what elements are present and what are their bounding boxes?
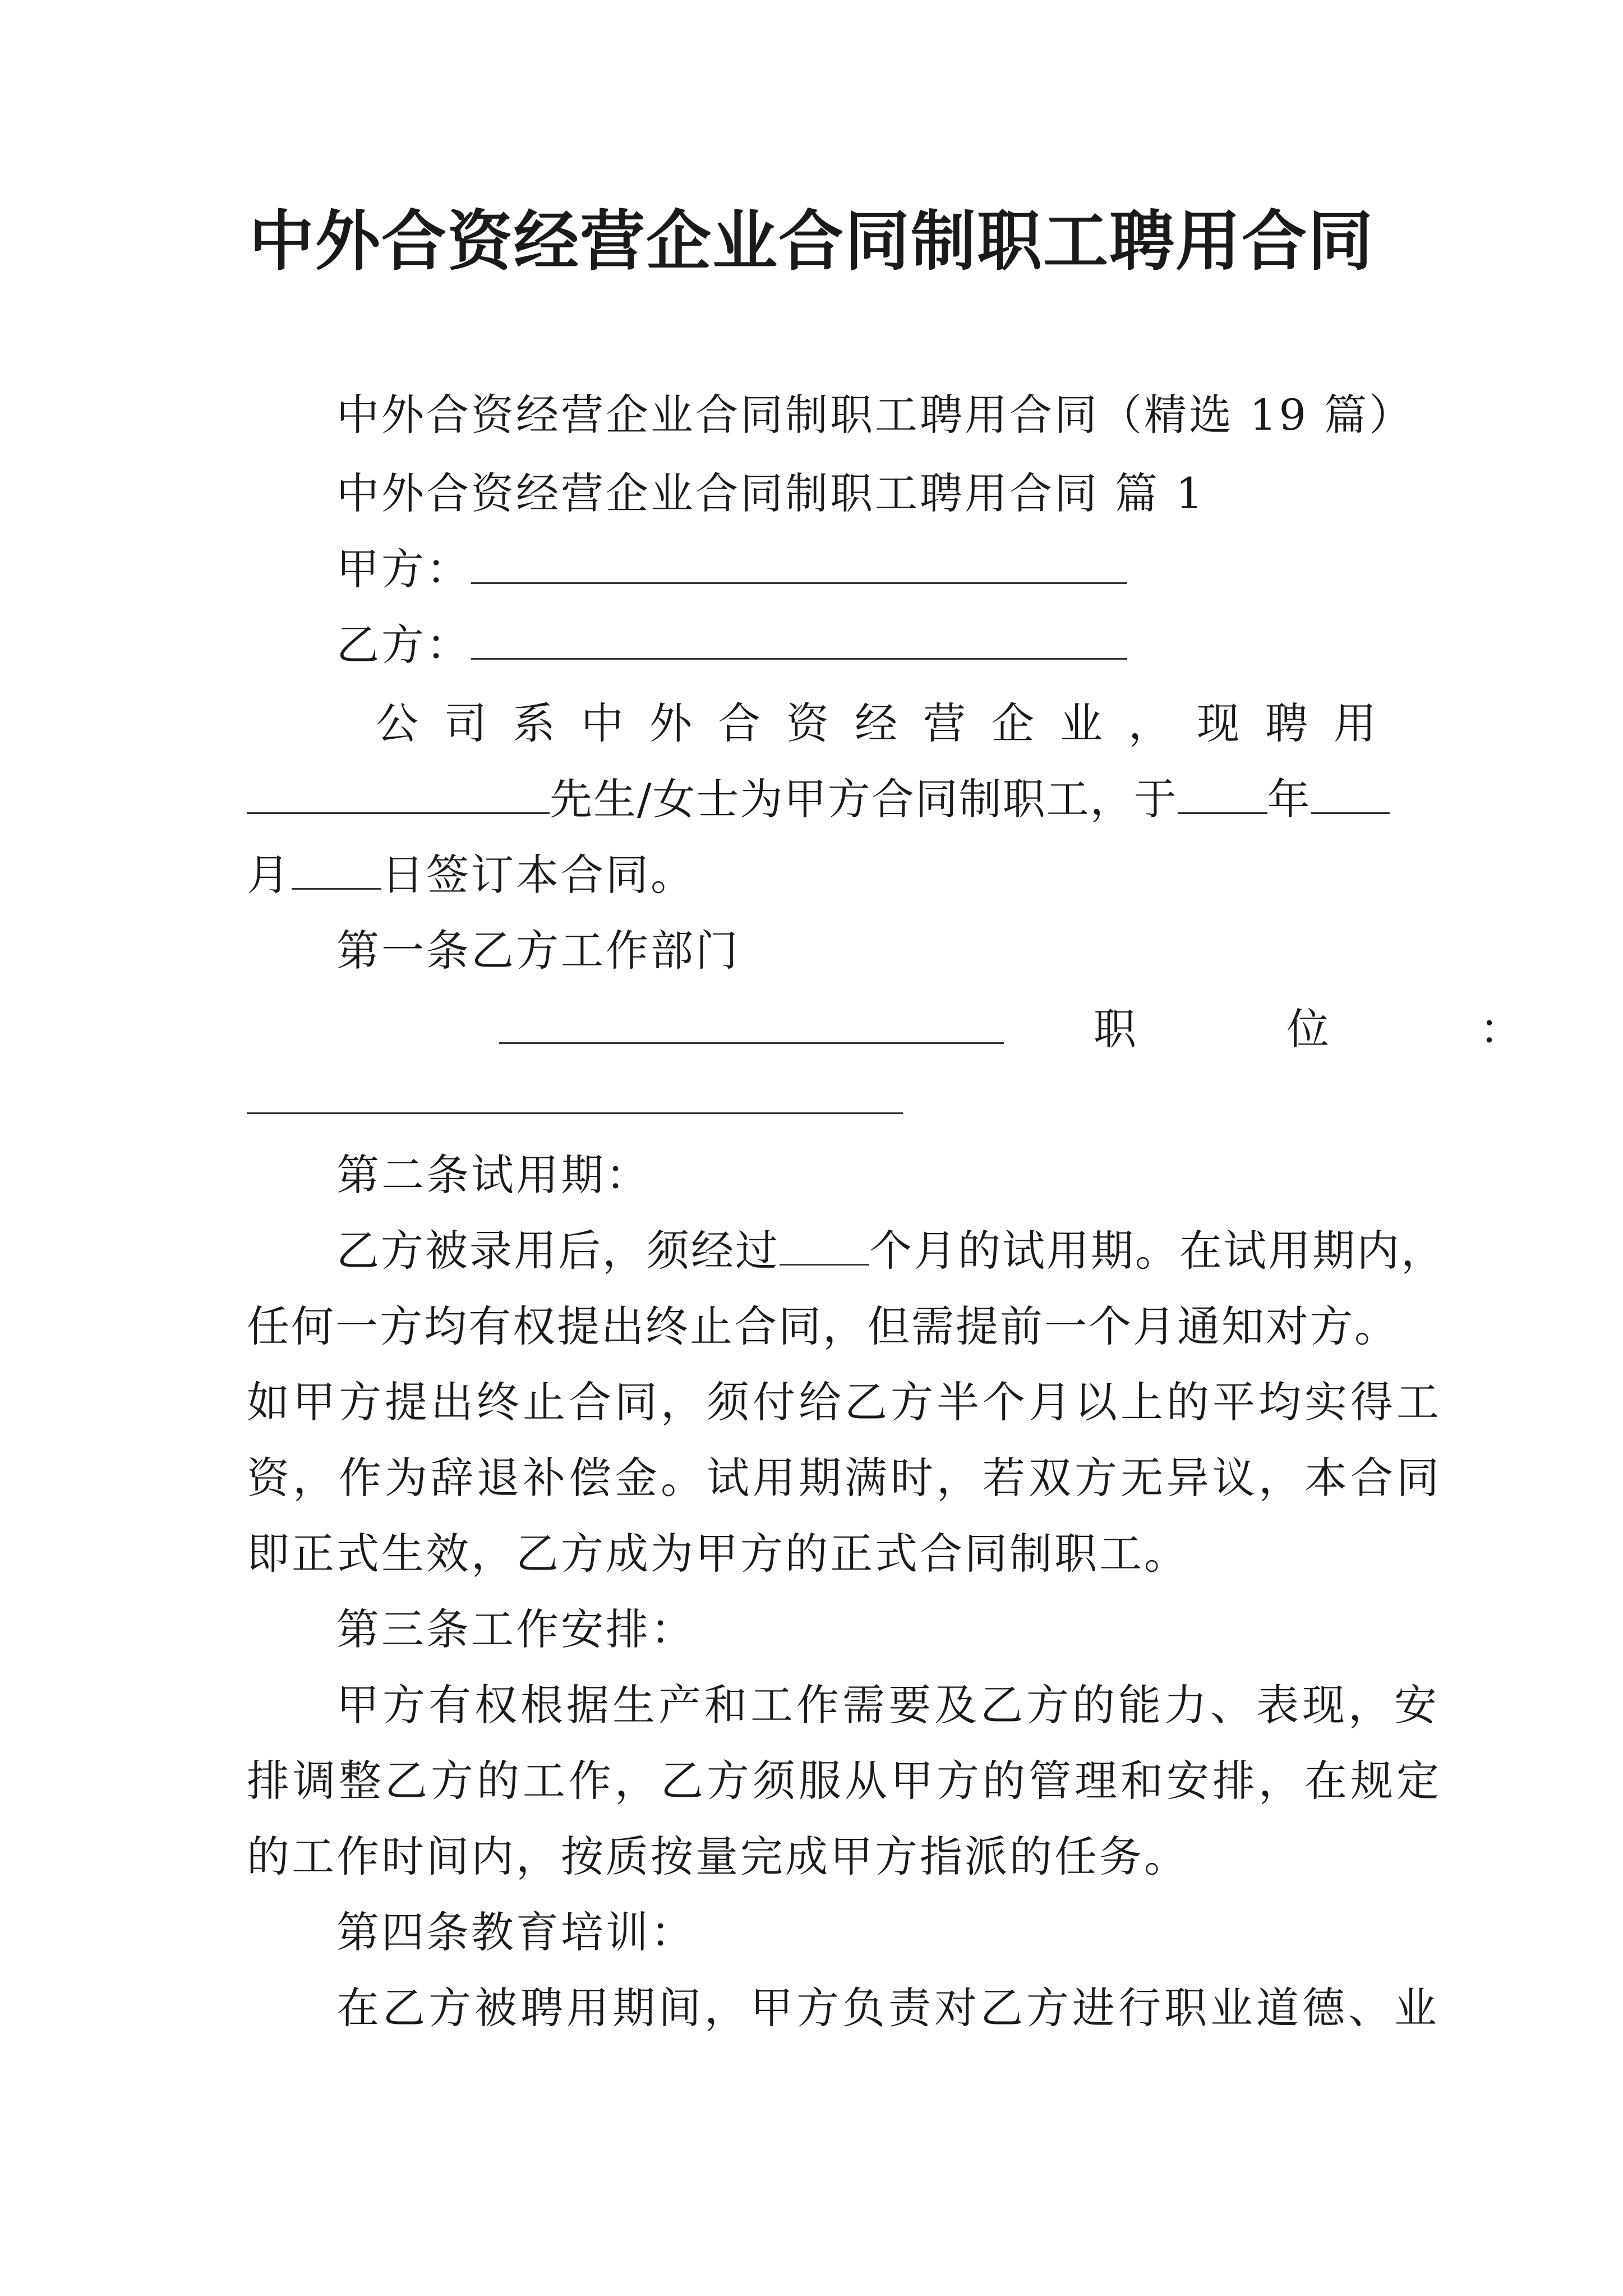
position-blank[interactable] (247, 1075, 903, 1114)
party-b-label: 乙方： (336, 620, 471, 670)
article-2-line-1b: 个月的试用期。在试用期内， (869, 1226, 1445, 1276)
position-line (247, 1071, 903, 1128)
article-2-line-5: 即正式生效，乙方成为甲方的正式合同制职工。 (247, 1529, 1189, 1579)
party-a-line (336, 541, 1127, 597)
party-b-line (336, 617, 1127, 673)
article-2-line-1 (336, 1223, 1445, 1279)
position-label: 职 位 ： (1094, 1004, 1528, 1054)
article-3-line-1: 甲方有权根据生产和工作需要及乙方的能力、表现，安 (336, 1680, 1440, 1730)
document-subtitle: 中外合资经营企业合同制职工聘用合同（精选 19 篇） (336, 390, 1414, 440)
article-3-heading: 第三条工作安排： (336, 1604, 695, 1654)
article-2-line-4: 资，作为辞退补偿金。试用期满时，若双方无异议，本合同 (247, 1453, 1442, 1503)
article-2-line-1a: 乙方被录用后，须经过 (336, 1226, 780, 1276)
intro-line-2 (247, 771, 1390, 827)
article-4-line-1: 在乙方被聘用期间，甲方负责对乙方进行职业道德、业 (336, 1983, 1440, 2033)
party-a-label: 甲方： (336, 544, 471, 594)
employee-name-blank[interactable] (247, 775, 550, 814)
article-2-line-3: 如甲方提出终止合同，须付给乙方半个月以上的平均实得工 (247, 1377, 1442, 1427)
probation-months-blank[interactable] (780, 1227, 869, 1266)
article-1-heading: 第一条乙方工作部门 (336, 926, 740, 976)
department-blank[interactable] (499, 1005, 1004, 1044)
party-b-blank[interactable] (471, 621, 1127, 660)
intro-line-3 (247, 847, 695, 903)
article-2-line-2: 任何一方均有权提出终止合同，但需提前一个月通知对方。 (247, 1301, 1399, 1351)
month-blank[interactable] (1311, 775, 1390, 814)
department-line (499, 1001, 1004, 1057)
intro-hire-text: 先生/女士为甲方合同制职工，于 (550, 774, 1178, 824)
article-4-heading: 第四条教育培训： (336, 1907, 695, 1957)
article-3-line-2: 排调整乙方的工作，乙方须服从甲方的管理和安排，在规定 (247, 1756, 1442, 1806)
section-heading: 中外合资经营企业合同制职工聘用合同 篇 1 (336, 468, 1205, 518)
document-title: 中外合资经营企业合同制职工聘用合同 (249, 203, 1374, 279)
year-blank[interactable] (1178, 775, 1267, 814)
article-2-heading: 第二条试用期： (336, 1150, 651, 1200)
intro-line-1 (359, 696, 1402, 752)
month-label: 月 (247, 850, 292, 900)
party-a-blank[interactable] (471, 545, 1127, 584)
day-blank[interactable] (292, 851, 381, 890)
article-3-line-3: 的工作时间内，按质按量完成甲方指派的任务。 (247, 1832, 1189, 1881)
year-label: 年 (1267, 774, 1311, 824)
intro-company-text: 公司系中外合资经营企业，现聘用 (376, 698, 1402, 748)
intro-sign-text: 日签订本合同。 (381, 850, 695, 900)
